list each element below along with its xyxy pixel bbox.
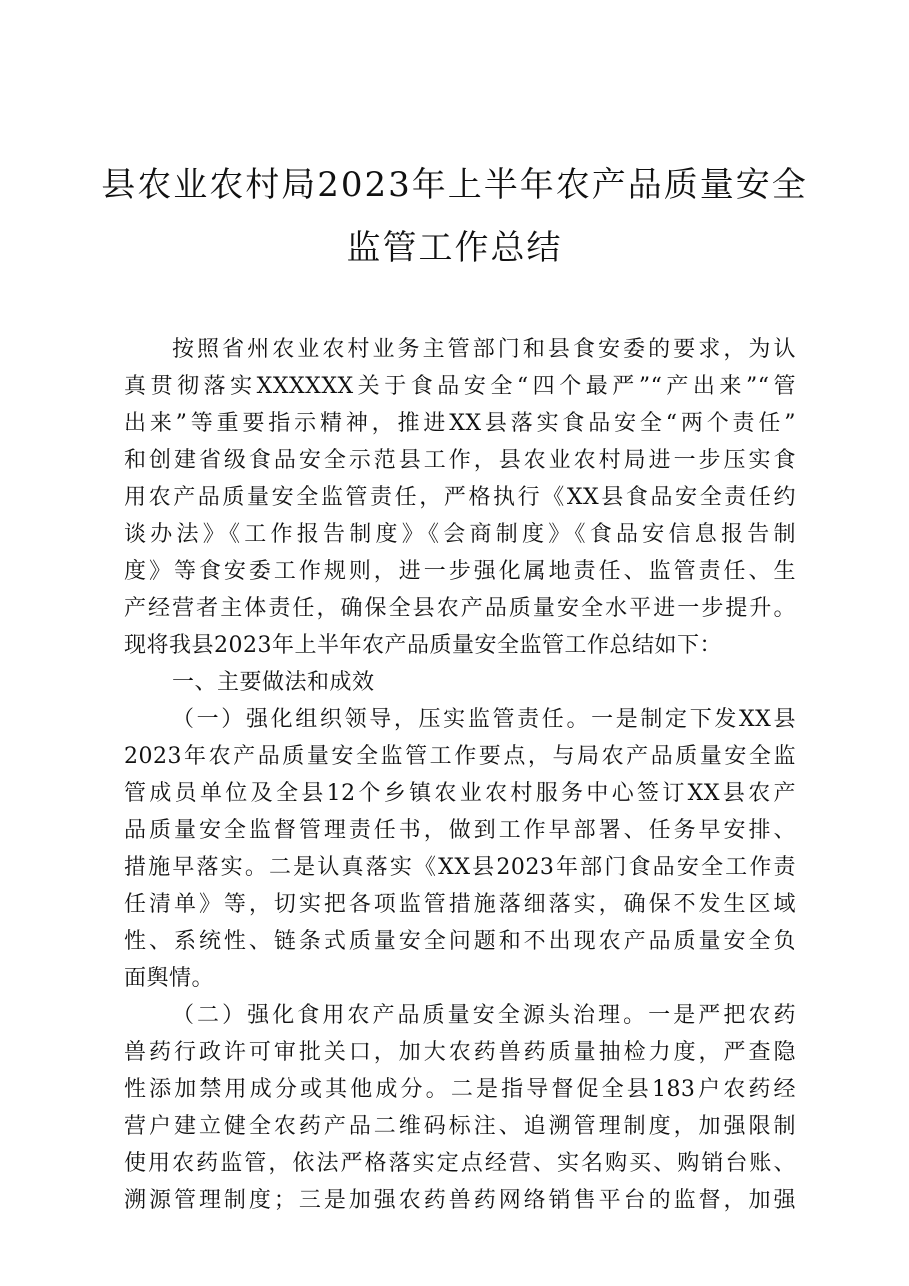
body-line: 兽药行政许可审批关口，加大农药兽药质量抽检力度，严查隐 xyxy=(124,1040,796,1065)
body-line: （一）强化组织领导，压实监管责任。一是制定下发XX县 xyxy=(172,707,796,732)
body-line: 用农产品质量安全监管责任，严格执行《XX县食品安全责任约 xyxy=(124,485,796,510)
body-line: 管成员单位及全县12个乡镇农业农村服务中心签订XX县农产 xyxy=(124,781,796,806)
body-line: 溯源管理制度；三是加强农药兽药网络销售平台的监督，加强 xyxy=(124,1188,796,1213)
body-line: 出来”等重要指示精神，推进XX县落实食品安全“两个责任” xyxy=(124,411,796,436)
body-line: 措施早落实。二是认真落实《XX县2023年部门食品安全工作责 xyxy=(124,855,796,880)
body-line: 使用农药监管，依法严格落实定点经营、实名购买、购销台账、 xyxy=(124,1151,796,1176)
body-line: 2023年农产品质量安全监管工作要点，与局农产品质量安全监 xyxy=(124,744,796,769)
body-line: 任清单》等，切实把各项监管措施落细落实，确保不发生区域 xyxy=(124,892,796,917)
body-line: 面舆情。 xyxy=(124,966,215,991)
body-line: 现将我县2023年上半年农产品质量安全监管工作总结如下： xyxy=(124,633,722,658)
section-heading: 一、主要做法和成效 xyxy=(172,670,375,695)
body-line: 和创建省级食品安全示范县工作，县农业农村局进一步压实食 xyxy=(124,448,796,473)
body-line: 性添加禁用成分或其他成分。二是指导督促全县183户农药经 xyxy=(124,1077,796,1102)
body-line: 按照省州农业农村业务主管部门和县食安委的要求，为认 xyxy=(172,337,796,362)
body-line: 真贯彻落实XXXXXX关于食品安全“四个最严”“产出来”“管 xyxy=(124,374,796,399)
body-line: 产经营者主体责任，确保全县农产品质量安全水平进一步提升。 xyxy=(124,596,796,621)
body-line: （二）强化食用农产品质量安全源头治理。一是严把农药 xyxy=(172,1003,796,1028)
body-line: 营户建立健全农药产品二维码标注、追溯管理制度，加强限制 xyxy=(124,1114,796,1139)
body-line: 度》等食安委工作规则，进一步强化属地责任、监管责任、生 xyxy=(124,559,796,584)
document-title-line-1: 县农业农村局2023年上半年农产品质量安全 xyxy=(101,165,808,205)
document-title-line-2: 监管工作总结 xyxy=(346,228,563,268)
body-line: 谈办法》《工作报告制度》《会商制度》《食品安信息报告制 xyxy=(124,522,796,547)
body-line: 性、系统性、链条式质量安全问题和不出现农产品质量安全负 xyxy=(124,929,796,954)
body-line: 品质量安全监督管理责任书，做到工作早部署、任务早安排、 xyxy=(124,818,796,843)
